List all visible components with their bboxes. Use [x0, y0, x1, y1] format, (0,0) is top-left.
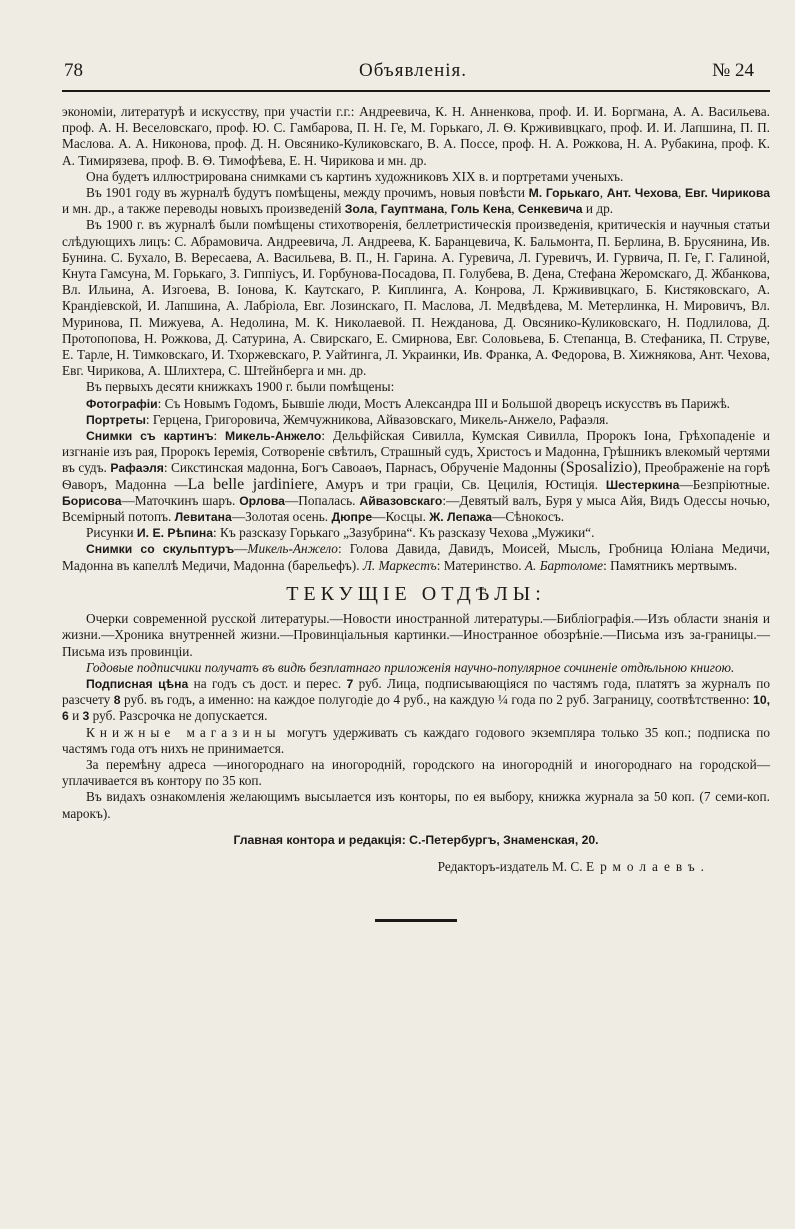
current-sections-list: Очерки современной русской литературы.—Новости иностранной литературы.—Библіографія.—Изъ области знанія и жизни.—Хроника внутренней жизни.—Провинціальныя картинки.—Иностранное обозрѣніе.—Письма изъ за-границы.—Письма изъ провинціи. [62, 611, 770, 659]
abroad-price: 10, 6 [62, 693, 770, 724]
contributors-paragraph: экономіи, литературѣ и искусству, при участіи г.г.: Андреевича, К. Н. Анненкова, проф. И. И. Боргмана, А. А. Васильева. проф. А. Н. Веселовскаго, проф. Ю. С. Гамбарова, П. Н. Ге, М. Горькаго, Л. Ѳ. Кржививцкаго, проф. И. И. Лапшина, П. П. Маслова. А. А. Никонова, проф. Д. Н. Овсянико-Куликовскаго, В. А. Поссе, проф. Н. А. Рожкова, Н. А. Рубакина, проф. К. А. Тимирязева, проф. В. Ѳ. Тимофѣева, Е. Н. Чирикова и мн. др. [62, 104, 770, 168]
portraits-label: Портреты [86, 412, 146, 427]
photos-label: Фотографіи [86, 396, 158, 411]
sample-issue-paragraph: Въ видахъ ознакомленія желающимъ высылается изъ конторы, по ея выбору, книжка журнала за 50 коп. (7 семи-коп. марокъ). [62, 789, 770, 821]
artist-orlov: Орлова [239, 493, 285, 508]
pricing-label: Подписная цѣна [86, 676, 189, 691]
issue-number: № 24 [712, 60, 754, 81]
authors-1900-paragraph: Въ 1900 г. въ журналѣ были помѣщены стихотворенія, беллетристическія произведенія, критическія и научныя статьи слѣдующихъ лицъ: С. Абрамовича. Андреевича, Л. Андреева, К. Баранцевича, К. Бальмонта, П. Берлина, В. Брусянина, Ив. Бунина. С. Бухало, В. Вересаева, А. Васильева, В. П., Н. Гарина. А. Гуревича, Л. Гуревичъ, И. Гурвича, П. Ге, Г. Галиной, Кнута Гамсуна, М. Горькаго, З. Гиппіусъ, И. Горбунова-Посадова, П. Голубева, В. Дена, Стефана Жеромскаго, Д. Жбанкова, Вл. Ильина, А. Изгоева, В. Іонова, К. Каутскаго, Р. Киплинга, А. Конрова, Л. Кржививцкаго, Б. Кистяковскаго, А. Крандіевской, И. Лапшина, А. Лабріола, Евг. Лозинскаго, П. Маслова, Л. Медвѣдева, М. Метерлинка, Н. Мировичъ, Вл. Муринова, П. Мижуева, А. Недолина, М. К. Николаевой. П. Нежданова, Д. Овсянико-Куликовскаго, Н. Подлилова, Д. Протопопова, Н. Рожкова, Д. Сатурина, А. Свирскаго, Е. Смирнова, Евг. Соловьева, Б. Степанца, В. Стефаника, П. Струве, Е. Тарле, Н. Тимковскаго, И. Тхоржевскаго, Р. Уайтинга, Л. Украинки, Ив. Франка, А. Федорова, В. Хижнякова, Ант. Чехова, Евг. Чирикова, А. Шлихтера, С. Штейнберга и мн. др. [62, 217, 770, 379]
portraits-paragraph: Портреты: Герцена, Григоровича, Жемчужникова, Айвазовскаго, Микель-Анжело, Рафаэля. [86, 411, 609, 427]
author-zola: Зола [344, 202, 375, 217]
author-chekhov: Ант. Чехова [606, 186, 679, 201]
drawings-paragraph: Рисунки И. Е. Рѣпина: Къ разсказу Горькаго „Зазубрина“. Къ разсказу Чехова „Мужики“. [86, 525, 595, 541]
page-number: 78 [64, 60, 83, 81]
bonus-paragraph [62, 660, 770, 676]
current-sections-title: ТЕКУЩІЕ ОТДѢЛЫ: [286, 582, 546, 605]
main-office-line [62, 832, 770, 848]
author-chirikov: Евг. Чирикова [684, 186, 770, 201]
artist-michelangelo: Микель-Анжело [225, 429, 322, 444]
artist-lepage: Ж. Лепажа [429, 510, 493, 525]
author-sienkiewicz: Сенкевича [517, 202, 583, 217]
pricing-paragraph: Подписная цѣна на годъ съ дост. и перес. 7 руб. Лица, подписывающіяся по частямъ года, платятъ за журналъ по разсчету 8 руб. въ годъ, а именно: на каждое полугодіе до 4 руб., на каждую ¼ года по 2 руб. Заграницу, соотвѣтственно: 10, 6 и 3 руб. Разсрочка не допускается. [62, 675, 770, 724]
artist-shesterkin: Шестеркина [605, 477, 680, 492]
illustrations-paragraph: Она будетъ иллюстрирована снимками съ картинъ художниковъ XIX в. и портретами ученыхъ. [86, 168, 624, 184]
editor-line: Редакторъ-издатель М. С. Ермолаевъ. [437, 858, 710, 874]
plans-1901-paragraph: Въ 1901 году въ журналѣ будутъ помѣщены, между прочимъ, новыя повѣсти М. Горькаго, Ант. Чехова, Евг. Чирикова и мн. др., а также переводы новыхъ произведеній Зола, Гауптмана, Голь Кена, Сенкевича и др. [62, 185, 770, 217]
address-change-paragraph: За перемѣну адреса —иногороднаго на иногородній, городского на иногородній и иногороднаго на городской—уплачивается въ контору по 35 коп. [62, 756, 770, 789]
photos-paragraph: Фотографіи: Съ Новымъ Годомъ, Бывшіе люди, Мостъ Александра III и Большой дворецъ искусствъ въ Парижѣ. [86, 395, 730, 411]
header-rule [62, 90, 770, 92]
artist-repin: И. Е. Рѣпина [136, 526, 214, 541]
artist-levitan: Левитана [174, 510, 232, 525]
abroad-quarter-price: 3 [82, 709, 90, 724]
sposalizio-title: (Sposalizio) [560, 459, 638, 477]
author-gorky: М. Горькаго [528, 186, 600, 201]
author-hauptmann: Гауптмана [380, 202, 445, 217]
la-belle-title: La belle jardiniere [187, 475, 315, 493]
bonus-text: Годовые подписчики получатъ въ видѣ безплатнаго приложенія научно-популярное сочиненіе отдѣльною книгою. [86, 659, 735, 675]
annual-price: 7 [346, 676, 354, 691]
sculptor-marquet: Л. Маркестъ [362, 557, 437, 573]
bookshops-label: Книжные магазины [86, 724, 281, 740]
editor-name: Ермолаевъ. [585, 858, 710, 874]
artist-dupre: Дюпре [331, 510, 373, 525]
paintings-paragraph: Снимки съ картинъ: Микель-Анжело: Дельфійская Сивилла, Кумская Сивилла, Пророкъ Іона, Грѣхопаденіе и изгнаніе изъ рая, Пророкъ Іеремія, Сотвореніе свѣтилъ, Страшный судъ, Христосъ и Мадонна, Грѣшникъ влекомый чертями въ судъ. Рафаэля: Сикстинская мадонна, Богъ Савоаѳъ, Парнасъ, Обрученіе Мадонны (Sposalizio), Преображеніе на горѣ Ѳаворъ, Мадонна —La belle jardiniere, Амуръ и три граціи, Св. Цецилія, Юстиція. Шестеркина—Безпріютные. Борисова—Маточкинъ шаръ. Орлова—Попалась. Айвазовскаго:—Девятый валъ, Буря у мыса Айя, Видъ Одессы ночью, Всемірный потопъ. Левитана—Золотая осень. Дюпре—Косцы. Ж. Лепажа—Сѣнокосъ. [62, 428, 771, 525]
artist-raphael: Рафаэля [110, 461, 164, 476]
partial-price: 8 [113, 693, 121, 708]
bottom-rule [375, 919, 457, 922]
bookshops-paragraph: Книжные магазины могутъ удерживать съ каждаго годового экземпляра только 35 коп.; подписка по частямъ года отъ нихъ не принимается. [62, 724, 770, 756]
sculptor-michelangelo: Микель-Анжело [247, 541, 338, 557]
paintings-label: Снимки съ картинъ [86, 429, 214, 444]
books-1900-lead: Въ первыхъ десяти книжкахъ 1900 г. были помѣщены: [86, 379, 395, 395]
page-body [56, 104, 770, 922]
running-title: Объявленія. [358, 60, 468, 81]
page-header [56, 56, 770, 86]
artist-aivazovsky: Айвазовскаго [359, 493, 443, 508]
artist-borisov: Борисова [62, 493, 122, 508]
sculptor-bartholome: А. Бартоломе [524, 557, 604, 573]
sculpture-label: Снимки со скульптуръ [86, 542, 235, 557]
main-office-text: Главная контора и редакція: С.-Петербургъ, Знаменская, 20. [233, 832, 599, 847]
sculpture-paragraph: Снимки со скульптуръ—Микель-Анжело: Голова Давида, Давидъ, Моисей, Мысль, Гробница Юліана Медичи, Мадонна въ капеллѣ Медичи, Мадонна (барельефъ). Л. Маркестъ: Материнство. А. Бартоломе: Памятникъ мертвымъ. [62, 541, 770, 573]
author-kane: Голь Кена [450, 202, 512, 217]
